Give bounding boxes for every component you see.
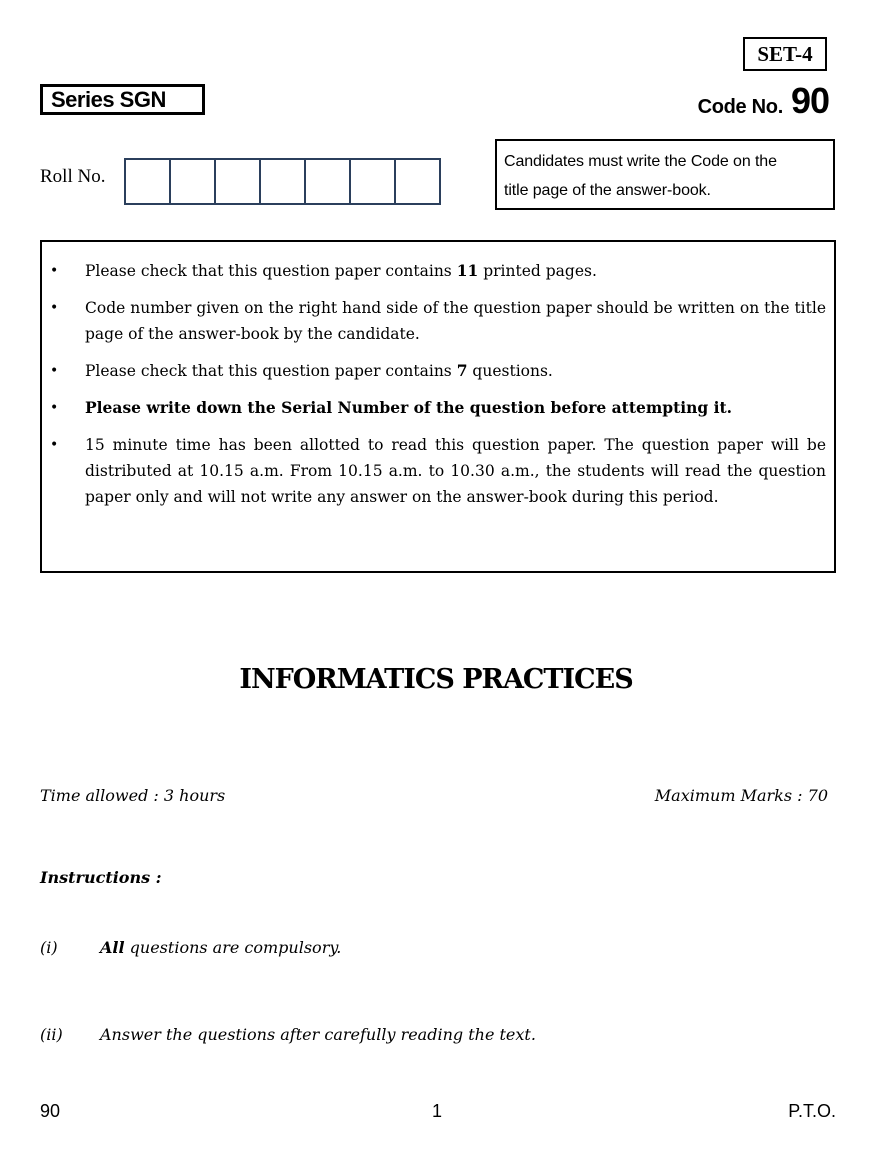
instructions-heading: Instructions : — [40, 868, 162, 887]
notice-text: Please check that this question paper contains — [85, 262, 457, 280]
bullet-icon: • — [50, 300, 59, 316]
instruction-text: questions are compulsory. — [124, 938, 342, 957]
notice-bold: 11 — [456, 261, 479, 280]
general-notice-box — [40, 240, 836, 573]
maximum-marks: Maximum Marks : 70 — [654, 786, 828, 805]
candidate-note-line: title page of the answer-book. — [504, 182, 711, 199]
instruction-number: (i) — [40, 938, 58, 957]
bullet-icon: • — [50, 437, 59, 453]
notice-text: 15 minute time has been allotted to read this question paper. The question paper will be distributed at 10.15 a.m. From 10.15 a.m. to 10.30 a.m., the students will read the question paper only and will not write any answer on the answer-book during this period. — [85, 436, 826, 506]
bullet-icon: • — [50, 400, 59, 416]
notice-item — [50, 432, 826, 510]
notice-bold: 7 — [456, 361, 468, 380]
notice-item — [50, 258, 826, 284]
code-label: Code No. — [697, 96, 783, 118]
code-number — [698, 80, 829, 122]
instruction-text: Answer the questions after carefully reading the text. — [100, 1025, 536, 1044]
roll-digit-box[interactable] — [261, 160, 306, 203]
notice-item — [50, 295, 826, 347]
page-number: 1 — [432, 1101, 443, 1121]
roll-digit-box[interactable] — [216, 160, 261, 203]
notice-text: Code number given on the right hand side of the question paper should be written on the title page of the answer-book by the candidate. — [85, 299, 826, 343]
code-value: 90 — [790, 80, 829, 121]
roll-digit-box[interactable] — [126, 160, 171, 203]
instruction-item — [40, 938, 341, 957]
instruction-bold: All — [100, 938, 125, 957]
notice-text: Please check that this question paper contains — [85, 362, 457, 380]
notice-bold: Please write down the Serial Number of the question before attempting it. — [85, 398, 733, 417]
candidate-code-note — [495, 139, 835, 210]
roll-digit-box[interactable] — [306, 160, 351, 203]
notice-item — [50, 395, 826, 421]
notice-item — [50, 358, 826, 384]
notice-text: questions. — [467, 362, 553, 380]
notice-list — [50, 258, 826, 510]
time-allowed: Time allowed : 3 hours — [40, 786, 226, 805]
roll-digit-box[interactable] — [396, 160, 439, 203]
set-number-badge: SET-4 — [743, 37, 827, 71]
bullet-icon: • — [50, 263, 59, 279]
subject-title: INFORMATICS PRACTICES — [239, 664, 633, 695]
please-turn-over: P.T.O. — [788, 1101, 836, 1121]
footer-code: 90 — [40, 1101, 61, 1121]
series-label: Series SGN — [40, 84, 205, 115]
instruction-item — [40, 1025, 536, 1044]
roll-number-boxes[interactable] — [124, 158, 441, 205]
instruction-number: (ii) — [40, 1025, 63, 1044]
notice-text: printed pages. — [478, 262, 597, 280]
roll-number-label: Roll No. — [40, 166, 106, 187]
roll-digit-box[interactable] — [171, 160, 216, 203]
candidate-note-line: Candidates must write the Code on the — [504, 153, 777, 170]
bullet-icon: • — [50, 363, 59, 379]
roll-digit-box[interactable] — [351, 160, 396, 203]
